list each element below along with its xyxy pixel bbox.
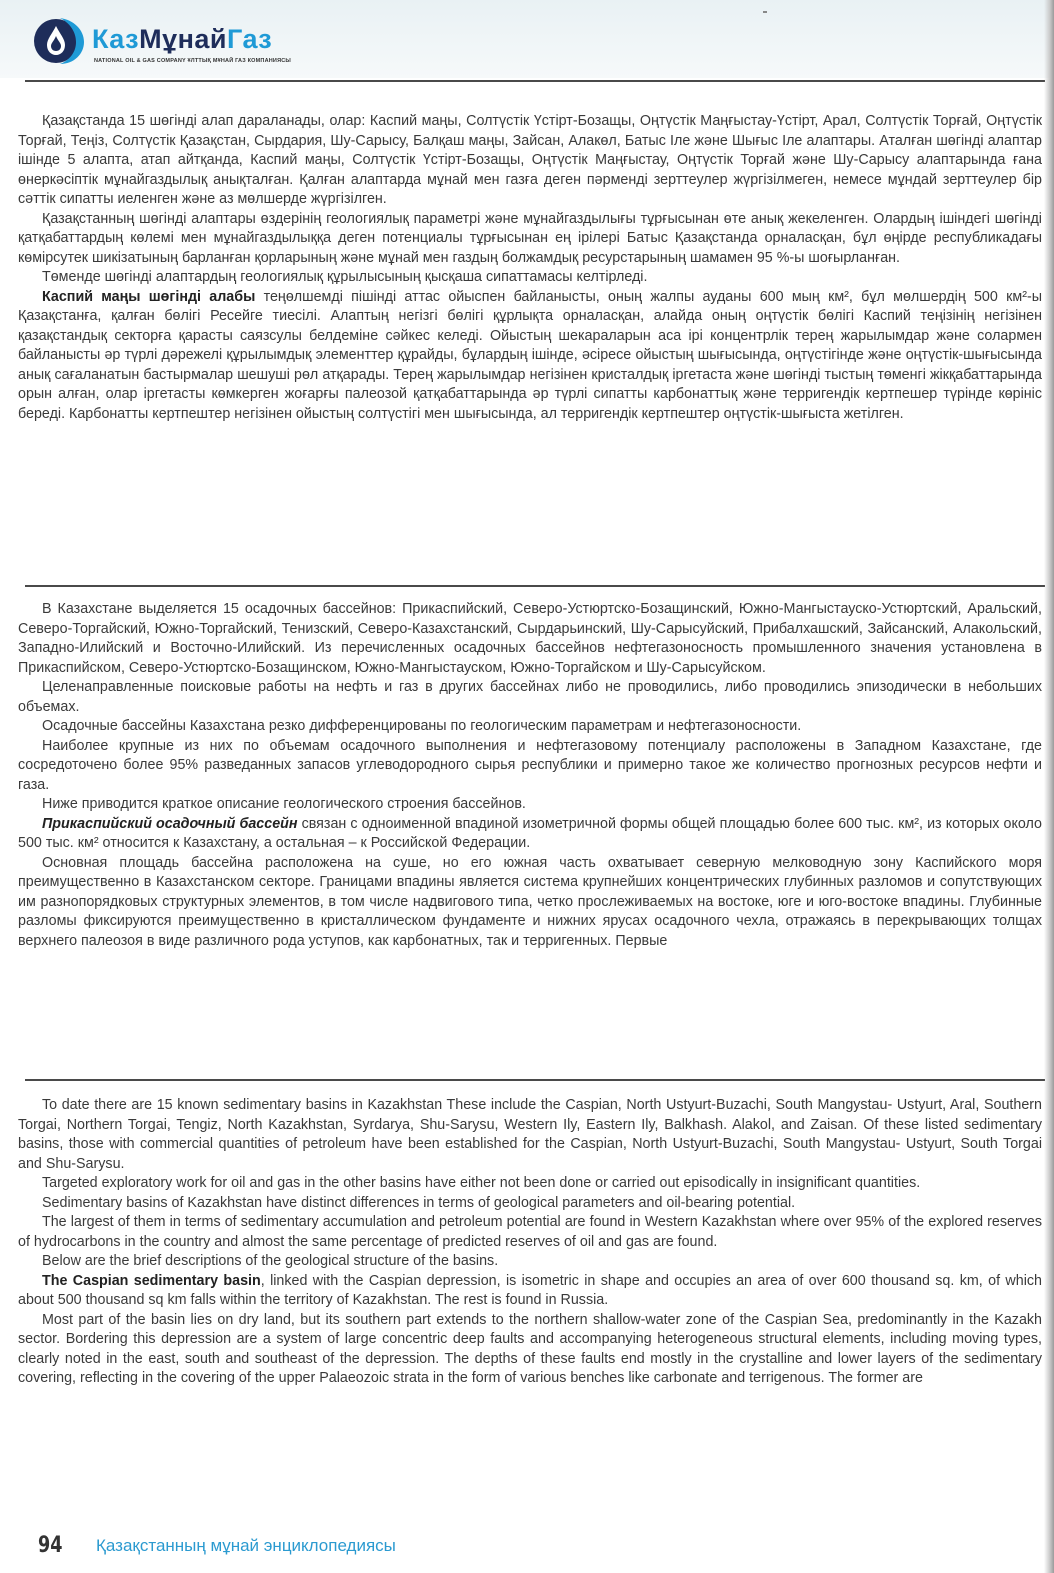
scan-speck [763,11,767,13]
paragraph [18,288,1042,425]
logo-word-part2: Мұнай [139,24,228,54]
paragraph: Осадочные бассейны Казахстана резко дифференцированы по геологическим параметрам и нефтегазоносности. [42,718,802,734]
logo-word-part3: Газ [227,24,273,54]
paragraph: Төменде шөгінді алаптардың геологиялық құрылысының қысқаша сипаттамасы келтірледі. [42,269,648,285]
section-divider [25,585,1045,587]
logo-word-part1: Каз [92,24,140,54]
basin-heading: Прикаспийский осадочный бассейн [42,815,298,832]
page-number: 94 [38,1533,63,1558]
paragraph: To date there are 15 known sedimentary basins in Kazakhstan These include the Caspian, North Ustyurt-Buzachi, South Mangystau- Ustyurt, Aral, Southern Torgai, Northern Torgai, Tengiz, North Kazakhstan, Syrdarya, Shu-Sarysu, Western Ily, Eastern Ily, Balkhash. Alakol, and Zaisan. Of these listed sedimentary basins, those with commercial quantities of petroleum have been established for the Caspian, North Ustyurt-Buzachi, South Mangystau- Ustyurt, South Torgai and Shu-Sarysu. [18,1097,1042,1172]
paragraph: Below are the brief descriptions of the geological structure of the basins. [42,1253,499,1269]
paragraph: Қазақстанда 15 шөгінді алап дараланады, олар: Каспий маңы, Солтүстік Үстірт-Бозащы, Оңтүстік Маңғыстау-Үстірт, Арал, Солтүстік Торғай, Оңтүстік Торғай, Теңіз, Солтүстік Қазақстан, Сырдария, Шу-Сарысу, Балқаш маңы, Зайсан, Алакөл, Батыс Іле және Шығыс Іле алаптары. Аталған шөгінді алаптар ішінде 5 алапта, атап айтқанда, Каспий маңы, Солтүстік Үстірт-Бозащы, Оңтүстік Маңғыстау, Оңтүстік Торғай және Шу-Сарысу алаптарында ғана өнеркәсіптік мұнайгаздылық анықталған. Қалған алаптарда мұнай мен газға деген пәрменді зерттеулер жүргізілмеген, немесе мұндай зерттеулер бір сәттік сипатты иеленген және аз мөлшерде жүргізілген. [18,113,1042,207]
paragraph [18,1272,1042,1311]
paragraph: Основная площадь бассейна расположена на суше, но его южная часть охватывает северную мелководную зону Каспийского моря преимущественно в Казахстанском секторе. Границами впадины является система крупнейших концентрических глубинных разломов и сопутствующих им разнопорядковых структурных элементов, в том числе надвигового типа, четко прослеживаемых на востоке, юге и юго-востоке впадины. Глубинные разломы фиксируются преимущественно в кристаллическом фундаменте и нижних ярусах осадочного чехла, отражаясь в перекрывающих толщах верхнего палеозоя в виде различного рода уступов, как карбонатных, так и терригенных. Первые [18,854,1042,949]
paragraph: Қазақстанның шөгінді алаптары өздерінің геологиялық параметрі және мұнайгаздылығы тұрғысынан өте анық жекеленген. Олардың ішіндегі шөгінді қатқабаттардың көлемі мен мұнайгаздылыққа деген потенциалы тұрғысынан ең ірілері Батыс Қазақстанда орналасқан, бұл өңірде республикадағы көмірсутек шикізатының барланған қорларының және мұнай мен газдың болжамдық ресурстарының шамамен 95 %-ы шоғырланған. [18,210,1042,266]
paragraph: The largest of them in terms of sedimentary accumulation and petroleum potential are found in Western Kazakhstan where over 95% of the explored reserves of hydrocarbons in the country and almost the same percentage of predicted reserves of oil and gas are found. [18,1214,1042,1250]
kmg-drop-logo-icon [30,14,88,66]
paragraph: Most part of the basin lies on dry land, but its southern part extends to the northern shallow-water zone of the Caspian Sea, predominantly in the Kazakh sector. Bordering this depression are a system of large concentric deep faults and accompanying heterogeneous structural elements, including moving types, clearly noted in the east, south and southeast of the depression. The depths of these faults end mostly in the crystalline and lower layers of the sedimentary covering, reflecting in the covering of the upper Palaeozoic strata in the form of various benches like carbonate and terrigenous. The former are [18,1311,1042,1386]
paragraph [18,815,1042,854]
section-russian [18,600,1042,951]
paragraph: Ниже приводится краткое описание геологического строения бассейнов. [42,796,526,812]
paragraph: Targeted exploratory work for oil and gas in the other basins have either not been done or carried out episodically in insignificant quantities. [42,1175,921,1191]
logo-wordmark [92,24,272,55]
paragraph: Наиболее крупные из них по объемам осадочного выполнения и нефтегазовому потенциалу расположены в Западном Казахстане, где сосредоточено более 95% разведанных запасов углеводородного сырья республики и примерно такое же количество прогнозных ресурсов нефти и газа. [18,737,1042,793]
basin-heading: Каспий маңы шөгінді алабы [42,288,256,305]
section-divider [25,1079,1045,1081]
paragraph-text: теңөлшемді пішінді аттас ойыспен байланысты, оның жалпы ауданы 600 мың км², бұл мөлшердің 500 км²-ы Қазақстанға, қалған бөлігі Ресейге тиесілі. Алаптың негізгі бөлігі құрлықта орналасқан, алайда оның оңтүстік бөлігі Каспий теңізінің негізінен қазақстандық секторға қарасты саязсулы белдеміне сәйкес келеді. Ойыстың шекараларын аса ірі концентрлік терең жарылымдар және солармен байланысты әр түрлі дәрежелі құрылымдық элементтер құрайды, бұлардың ішінде, әсіресе ойыстың шығысында, оңтүстігінде және оңтүстік-шығысында анық сағаланатын бастырмалар шешуші рөл атқарады. Терең жарылымдар негізінен кристалдық іргетаста және шөгінді тыстың төменгі жікқабаттарында орын алған, олар іргетасты көмкерген жоғарғы палеозой қатқабаттарында әр түрлі сипатты карбонаттық және терригендік кертпешер түрінде көрініс береді. Карбонатты кертпештер негізінен ойыстың солтүстігі мен шығысында, ал терригендік кертпештер оңтүстік-шығыста жетілген. [18,288,1042,422]
paragraph: В Казахстане выделяется 15 осадочных бассейнов: Прикаспийский, Северо-Устюртско-Бозащинский, Южно-Мангыстауско-Устюртский, Аральский, Северо-Торгайский, Южно-Торгайский, Тенизский, Северо-Казахстанский, Сырдарьинский, Шу-Сарысуйский, Прибалхашский, Зайсанский, Алакольский, Западно-Илийский и Восточно-Илийский. Из перечисленных осадочных бассейнов нефтегазоносность промышленного значения установлена в Прикаспийском, Северо-Устюртско-Бозащинском, Южно-Мангыстауском, Южно-Торгайском и Шу-Сарысуйском. [18,601,1042,676]
section-english [18,1096,1042,1389]
paragraph: Целенаправленные поисковые работы на нефть и газ в других бассейнах либо не проводились, либо проводились эпизодически в небольших объемах. [18,679,1042,715]
paragraph-text: связан с одноименной впадиной изометричной формы общей площадью более 600 тыс. км², из которых около 500 тыс. км² относится к Казахстану, а остальная – к Российской Федерации. [18,815,1042,851]
footer-publication-title: Қазақстанның мұнай энциклопедиясы [96,1536,396,1555]
paragraph: Sedimentary basins of Kazakhstan have distinct differences in terms of geological parameters and oil-bearing potential. [42,1194,796,1211]
header-divider [25,80,1045,82]
company-logo [30,10,330,70]
paragraph-text: , linked with the Caspian depression, is isometric in shape and occupies an area of over 600 thousand sq. km, of which about 500 thousand sq km falls within the territory of Kazakhstan. The rest is found in Russia. [18,1272,1042,1308]
page-edge-shadow [1044,0,1054,1573]
logo-subtitle: NATIONAL OIL & GAS COMPANY ҰЛТТЫҚ МҰНАЙ ГАЗ КОМПАНИЯСЫ [94,58,291,64]
section-kazakh [18,112,1042,424]
basin-heading: The Caspian sedimentary basin [42,1272,261,1289]
